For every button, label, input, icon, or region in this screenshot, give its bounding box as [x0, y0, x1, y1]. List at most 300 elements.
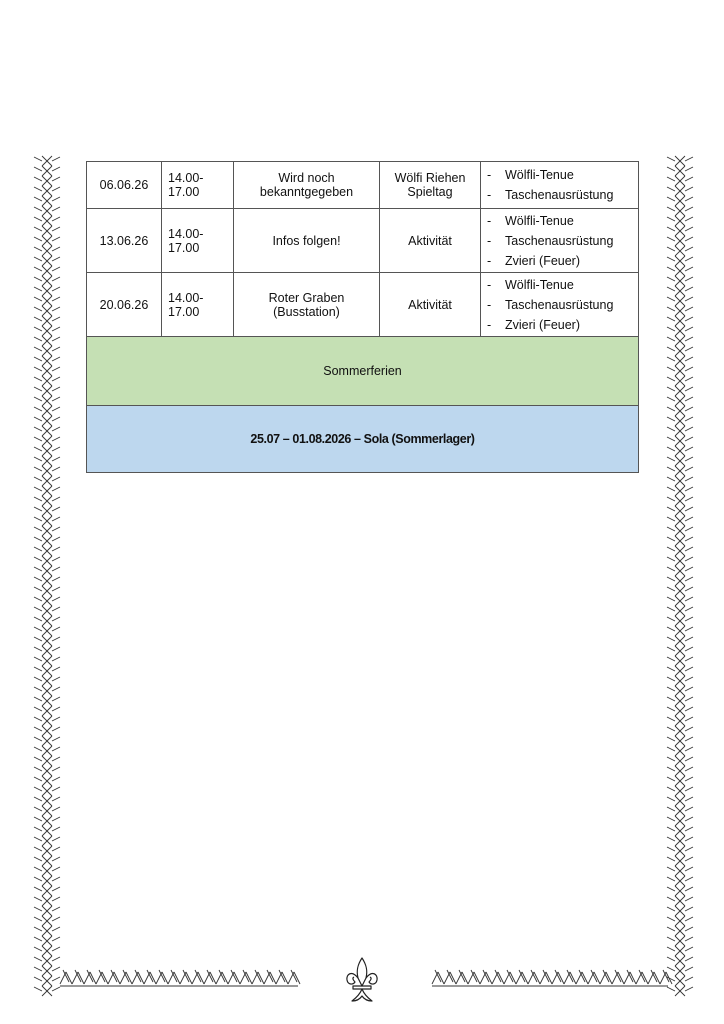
time-cell: [162, 162, 234, 209]
gear-item-text: Taschenausrüstung: [505, 297, 614, 312]
border-stroke: [52, 777, 60, 781]
border-stroke: [667, 577, 675, 581]
border-stroke: [685, 947, 693, 951]
border-stroke: [667, 687, 675, 691]
border-stroke: [685, 877, 693, 881]
border-stroke: [667, 537, 675, 541]
gear-cell: [481, 162, 639, 209]
border-stroke: [685, 577, 693, 581]
gear-list: [487, 275, 632, 335]
border-stroke: [685, 457, 693, 461]
border-stroke: [667, 277, 675, 281]
border-stroke: [52, 977, 60, 981]
bottom-left-border-pattern: [60, 970, 300, 986]
border-stroke: [667, 407, 675, 411]
border-stroke: [52, 317, 60, 321]
border-stroke: [34, 577, 42, 581]
border-stroke: [685, 807, 693, 811]
border-stroke: [34, 787, 42, 791]
border-stroke: [52, 167, 60, 171]
border-stroke: [34, 667, 42, 671]
border-stroke: [667, 387, 675, 391]
border-stroke: [667, 167, 675, 171]
place-cell: Infos folgen!: [234, 209, 380, 273]
border-stroke: [52, 607, 60, 611]
border-stroke: [667, 417, 675, 421]
time-cell: [162, 273, 234, 337]
border-stroke: [34, 187, 42, 191]
border-stroke: [34, 947, 42, 951]
border-stroke: [34, 307, 42, 311]
border-stroke: [667, 597, 675, 601]
border-stroke: [52, 927, 60, 931]
border-stroke: [52, 577, 60, 581]
border-stroke: [52, 917, 60, 921]
gear-item-text: Taschenausrüstung: [505, 188, 614, 202]
border-stroke: [52, 417, 60, 421]
border-stroke: [34, 807, 42, 811]
border-stroke: [685, 487, 693, 491]
border-stroke: [52, 447, 60, 451]
border-stroke: [685, 197, 693, 201]
border-stroke: [685, 307, 693, 311]
border-stroke: [667, 437, 675, 441]
border-stroke: [34, 777, 42, 781]
border-stroke: [667, 207, 675, 211]
border-stroke: [667, 267, 675, 271]
border-stroke: [685, 677, 693, 681]
border-stroke: [52, 297, 60, 301]
border-stroke: [52, 457, 60, 461]
border-stroke: [667, 987, 675, 991]
border-stroke: [685, 887, 693, 891]
border-stroke: [667, 327, 675, 331]
border-stroke: [667, 877, 675, 881]
border-stroke: [34, 597, 42, 601]
border-stroke: [667, 797, 675, 801]
border-stroke: [667, 717, 675, 721]
border-stroke: [685, 227, 693, 231]
border-stroke: [685, 247, 693, 251]
border-stroke: [34, 637, 42, 641]
summer-break-row: [87, 337, 639, 406]
border-stroke: [685, 337, 693, 341]
border-stroke: [52, 307, 60, 311]
border-stroke: [52, 357, 60, 361]
border-stroke: [52, 627, 60, 631]
border-stroke: [34, 287, 42, 291]
border-stroke: [34, 967, 42, 971]
border-stroke: [34, 697, 42, 701]
gear-bullet: -: [487, 168, 492, 182]
border-stroke: [667, 837, 675, 841]
border-stroke: [667, 807, 675, 811]
gear-item: [487, 251, 632, 271]
border-stroke: [52, 377, 60, 381]
border-stroke: [685, 377, 693, 381]
border-stroke: [685, 617, 693, 621]
border-stroke: [52, 757, 60, 761]
border-stroke: [685, 347, 693, 351]
border-stroke: [667, 197, 675, 201]
border-stroke: [52, 437, 60, 441]
border-stroke: [34, 487, 42, 491]
time-text: 14.00- 17.00: [168, 171, 204, 199]
border-stroke: [52, 987, 60, 991]
program-table: [86, 161, 639, 473]
border-stroke: [685, 507, 693, 511]
border-stroke: [667, 917, 675, 921]
border-stroke: [667, 697, 675, 701]
border-stroke: [34, 607, 42, 611]
border-stroke: [685, 277, 693, 281]
gear-item: [487, 165, 632, 185]
border-stroke: [52, 277, 60, 281]
border-stroke: [34, 397, 42, 401]
gear-bullet: -: [487, 297, 492, 312]
left-border-pattern: [34, 156, 60, 996]
gear-bullet: -: [487, 213, 492, 228]
border-stroke: [667, 177, 675, 181]
border-stroke: [667, 607, 675, 611]
border-stroke: [667, 757, 675, 761]
border-stroke: [685, 397, 693, 401]
border-stroke: [667, 737, 675, 741]
border-stroke: [685, 727, 693, 731]
border-stroke: [667, 227, 675, 231]
gear-bullet: -: [487, 277, 492, 292]
border-stroke: [685, 327, 693, 331]
border-stroke: [34, 627, 42, 631]
border-stroke: [685, 177, 693, 181]
border-stroke: [667, 617, 675, 621]
border-stroke: [685, 437, 693, 441]
border-stroke: [52, 327, 60, 331]
border-stroke: [34, 497, 42, 501]
border-stroke: [685, 207, 693, 211]
border-stroke: [52, 207, 60, 211]
border-stroke: [34, 387, 42, 391]
border-stroke: [34, 677, 42, 681]
gear-item: [487, 275, 632, 295]
right-border-pattern: [667, 156, 693, 996]
border-stroke: [34, 527, 42, 531]
gear-item-text: Taschenausrüstung: [505, 233, 614, 248]
border-stroke: [34, 457, 42, 461]
border-stroke: [34, 227, 42, 231]
border-stroke: [34, 617, 42, 621]
border-stroke: [34, 957, 42, 961]
gear-item: [487, 231, 632, 251]
border-stroke: [667, 637, 675, 641]
gear-item-text: Zvieri (Feuer): [505, 317, 581, 332]
border-stroke: [52, 837, 60, 841]
border-stroke: [685, 517, 693, 521]
border-stroke: [685, 657, 693, 661]
border-stroke: [34, 267, 42, 271]
border-stroke: [34, 337, 42, 341]
border-stroke: [34, 217, 42, 221]
border-stroke: [52, 857, 60, 861]
type-cell: Aktivität: [380, 273, 481, 337]
border-stroke: [34, 477, 42, 481]
border-stroke: [34, 207, 42, 211]
border-stroke: [34, 327, 42, 331]
border-stroke: [667, 817, 675, 821]
border-stroke: [667, 747, 675, 751]
border-stroke: [685, 827, 693, 831]
border-stroke: [667, 897, 675, 901]
border-stroke: [685, 867, 693, 871]
border-stroke: [667, 367, 675, 371]
border-stroke: [667, 967, 675, 971]
border-stroke: [685, 857, 693, 861]
border-stroke: [34, 507, 42, 511]
border-stroke: [34, 587, 42, 591]
border-stroke: [667, 647, 675, 651]
gear-bullet: -: [487, 188, 492, 202]
border-stroke: [52, 707, 60, 711]
border-stroke: [52, 237, 60, 241]
border-stroke: [34, 837, 42, 841]
border-stroke: [52, 877, 60, 881]
border-stroke: [667, 377, 675, 381]
border-stroke: [685, 777, 693, 781]
border-stroke: [685, 717, 693, 721]
border-stroke: [685, 567, 693, 571]
border-stroke: [52, 567, 60, 571]
border-stroke: [34, 537, 42, 541]
gear-list: [487, 211, 632, 271]
border-stroke: [685, 637, 693, 641]
border-stroke: [685, 167, 693, 171]
border-stroke: [34, 557, 42, 561]
border-stroke: [34, 727, 42, 731]
border-stroke: [667, 467, 675, 471]
border-stroke: [685, 547, 693, 551]
border-stroke: [667, 347, 675, 351]
border-stroke: [52, 687, 60, 691]
border-stroke: [685, 987, 693, 991]
border-stroke: [667, 667, 675, 671]
gear-item-text: Wölfli-Tenue: [505, 168, 574, 182]
border-stroke: [667, 397, 675, 401]
border-stroke: [52, 407, 60, 411]
border-stroke: [667, 947, 675, 951]
gear-item: [487, 185, 632, 205]
border-stroke: [34, 427, 42, 431]
border-stroke: [52, 267, 60, 271]
border-stroke: [667, 487, 675, 491]
fleur-de-lis-icon: [344, 956, 380, 1006]
border-stroke: [667, 857, 675, 861]
border-stroke: [667, 337, 675, 341]
border-stroke: [34, 197, 42, 201]
border-stroke: [52, 827, 60, 831]
border-stroke: [52, 507, 60, 511]
border-stroke: [34, 847, 42, 851]
border-stroke: [34, 707, 42, 711]
border-stroke: [685, 737, 693, 741]
border-stroke: [52, 787, 60, 791]
border-stroke: [685, 967, 693, 971]
border-stroke: [685, 297, 693, 301]
border-stroke: [34, 937, 42, 941]
border-stroke: [667, 187, 675, 191]
border-stroke: [685, 817, 693, 821]
border-stroke: [685, 257, 693, 261]
border-stroke: [52, 547, 60, 551]
border-stroke: [685, 957, 693, 961]
border-stroke: [667, 237, 675, 241]
border-stroke: [685, 417, 693, 421]
gear-bullet: -: [487, 253, 492, 268]
time-cell: [162, 209, 234, 273]
border-stroke: [667, 357, 675, 361]
border-stroke: [34, 717, 42, 721]
border-stroke: [685, 357, 693, 361]
border-stroke: [34, 867, 42, 871]
border-stroke: [34, 657, 42, 661]
border-stroke: [52, 807, 60, 811]
border-stroke: [34, 917, 42, 921]
gear-item: [487, 295, 632, 315]
border-stroke: [52, 187, 60, 191]
border-stroke: [52, 157, 60, 161]
border-stroke: [685, 407, 693, 411]
border-stroke: [52, 527, 60, 531]
border-stroke: [667, 517, 675, 521]
border-stroke: [52, 367, 60, 371]
border-stroke: [667, 507, 675, 511]
border-stroke: [667, 527, 675, 531]
time-text: 14.00- 17.00: [168, 226, 204, 255]
gear-item-text: Wölfli-Tenue: [505, 277, 574, 292]
gear-item: [487, 315, 632, 335]
gear-list: [487, 165, 632, 205]
border-stroke: [685, 597, 693, 601]
border-stroke: [667, 937, 675, 941]
border-stroke: [34, 317, 42, 321]
border-stroke: [685, 917, 693, 921]
border-stroke: [667, 657, 675, 661]
border-stroke: [667, 847, 675, 851]
border-stroke: [667, 827, 675, 831]
border-stroke: [34, 367, 42, 371]
border-stroke: [685, 287, 693, 291]
border-stroke: [685, 757, 693, 761]
border-stroke: [685, 237, 693, 241]
border-stroke: [34, 517, 42, 521]
time-text: 14.00- 17.00: [168, 290, 204, 319]
border-stroke: [34, 357, 42, 361]
border-stroke: [52, 617, 60, 621]
border-stroke: [52, 947, 60, 951]
border-stroke: [667, 557, 675, 561]
gear-cell: [481, 209, 639, 273]
border-stroke: [667, 457, 675, 461]
border-stroke: [667, 587, 675, 591]
border-stroke: [52, 767, 60, 771]
border-stroke: [52, 957, 60, 961]
date-cell: 06.06.26: [87, 162, 162, 209]
border-stroke: [52, 597, 60, 601]
border-stroke: [667, 447, 675, 451]
border-stroke: [667, 767, 675, 771]
border-stroke: [685, 157, 693, 161]
border-stroke: [52, 347, 60, 351]
border-stroke: [34, 467, 42, 471]
border-stroke: [667, 707, 675, 711]
border-stroke: [52, 427, 60, 431]
border-stroke: [667, 217, 675, 221]
border-stroke: [667, 257, 675, 261]
border-stroke: [52, 467, 60, 471]
border-stroke: [52, 397, 60, 401]
border-stroke: [667, 547, 675, 551]
border-stroke: [52, 907, 60, 911]
table-row: [87, 273, 639, 337]
border-stroke: [685, 387, 693, 391]
border-stroke: [52, 657, 60, 661]
border-stroke: [667, 957, 675, 961]
border-stroke: [685, 647, 693, 651]
border-stroke: [685, 427, 693, 431]
border-stroke: [34, 377, 42, 381]
border-stroke: [34, 797, 42, 801]
border-stroke: [52, 867, 60, 871]
border-stroke: [685, 797, 693, 801]
date-cell: 20.06.26: [87, 273, 162, 337]
border-stroke: [52, 847, 60, 851]
border-stroke: [685, 697, 693, 701]
type-cell: Wölfi Riehen Spieltag: [380, 162, 481, 209]
border-stroke: [34, 437, 42, 441]
border-stroke: [685, 907, 693, 911]
border-stroke: [667, 317, 675, 321]
border-stroke: [685, 627, 693, 631]
camp-row: [87, 406, 639, 473]
border-stroke: [34, 167, 42, 171]
summer-break-banner: Sommerferien: [87, 337, 639, 406]
place-cell: Wird noch bekanntgegeben: [234, 162, 380, 209]
border-stroke: [667, 677, 675, 681]
border-stroke: [34, 177, 42, 181]
border-stroke: [685, 927, 693, 931]
border-stroke: [685, 477, 693, 481]
table-row: [87, 209, 639, 273]
border-stroke: [34, 417, 42, 421]
border-stroke: [34, 827, 42, 831]
border-stroke: [52, 247, 60, 251]
border-stroke: [34, 817, 42, 821]
gear-bullet: -: [487, 233, 492, 248]
border-stroke: [667, 887, 675, 891]
border-stroke: [685, 217, 693, 221]
border-stroke: [52, 897, 60, 901]
border-stroke: [685, 747, 693, 751]
border-stroke: [34, 257, 42, 261]
border-stroke: [667, 287, 675, 291]
border-stroke: [52, 677, 60, 681]
border-stroke: [667, 927, 675, 931]
border-stroke: [667, 157, 675, 161]
border-stroke: [34, 347, 42, 351]
border-stroke: [685, 707, 693, 711]
border-stroke: [34, 977, 42, 981]
border-stroke: [52, 637, 60, 641]
border-stroke: [34, 157, 42, 161]
